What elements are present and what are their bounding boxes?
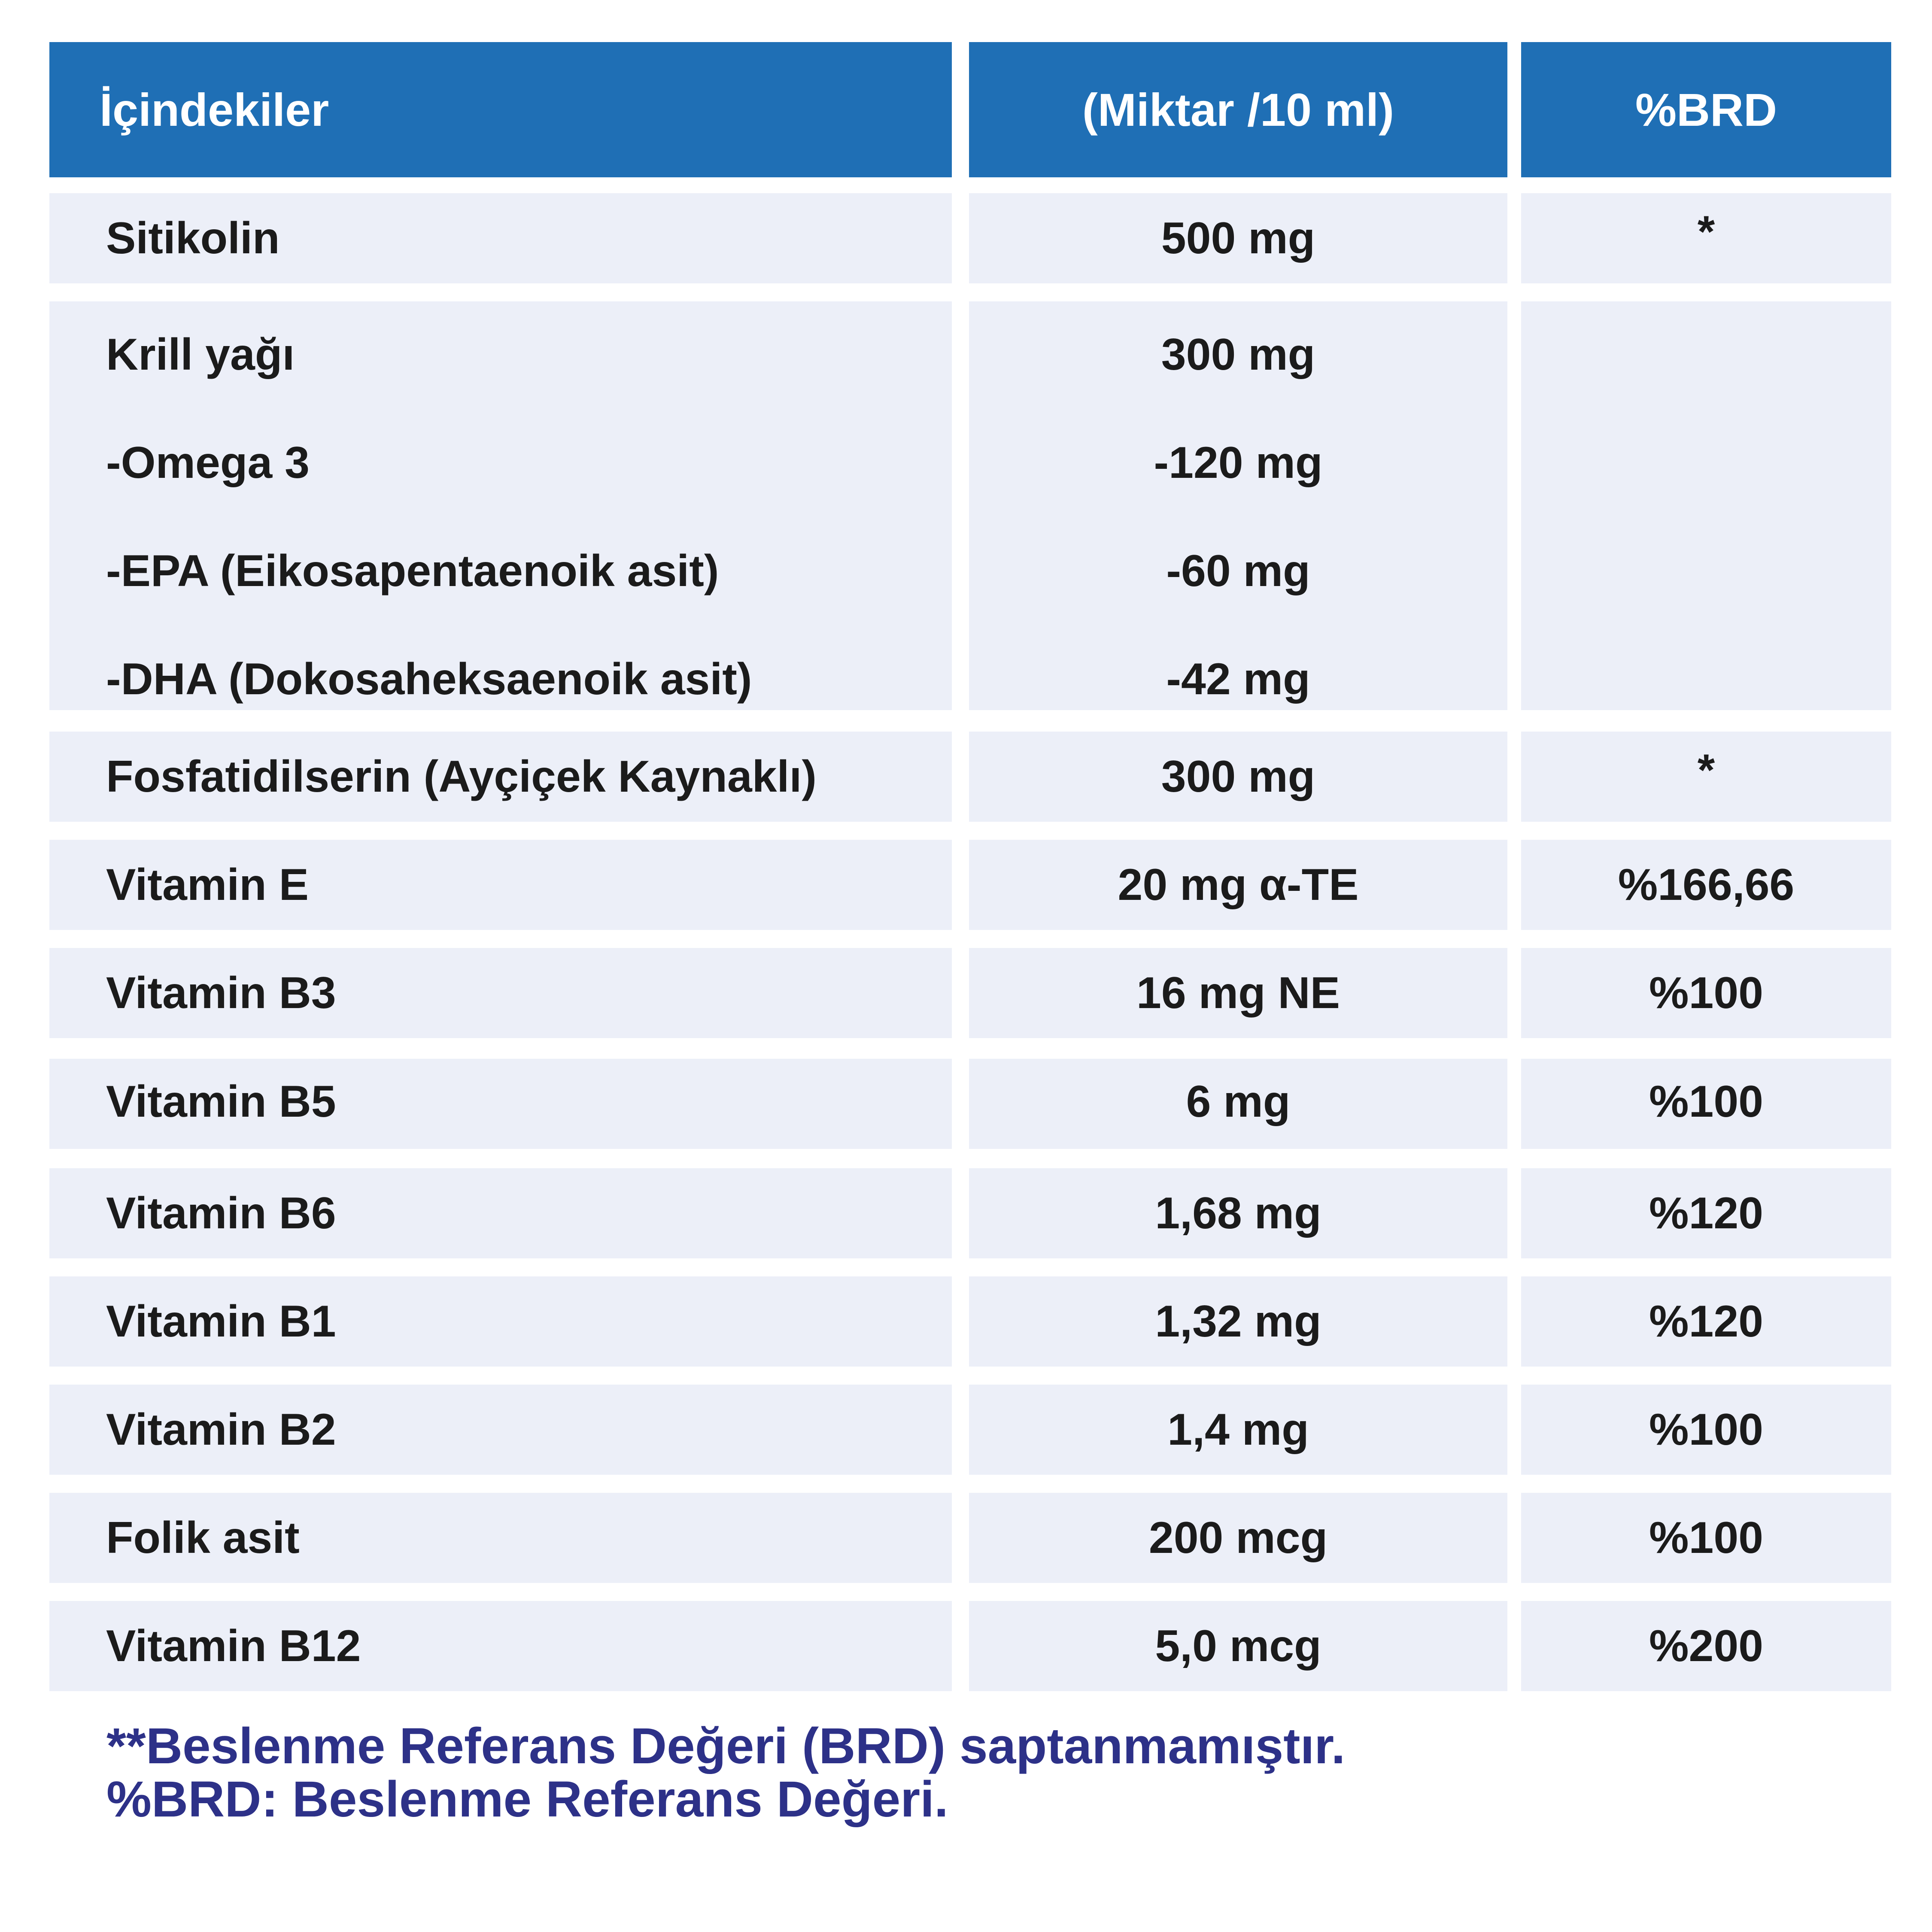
amount-value: 1,68 mg <box>1155 1188 1321 1238</box>
brd-value: * <box>1697 745 1715 795</box>
table-row <box>49 732 1891 822</box>
table-row <box>49 1385 1891 1475</box>
amount-value: 5,0 mcg <box>1155 1621 1321 1671</box>
ingredient-cell <box>49 948 952 1038</box>
brd-value: %100 <box>1649 968 1763 1018</box>
header-brd: %BRD <box>1635 84 1777 136</box>
amount-value: 16 mg NE <box>1136 968 1340 1018</box>
amount-cell <box>969 301 1507 710</box>
table-row <box>49 1493 1891 1583</box>
brd-cell <box>1521 193 1891 283</box>
nutrition-table <box>49 42 1891 1691</box>
footnote-brd-definition: %BRD: Beslenme Referans Değeri. <box>106 1771 948 1828</box>
table-row <box>49 1601 1891 1691</box>
header-amount: (Miktar /10 ml) <box>1082 84 1394 136</box>
amount-value: 1,32 mg <box>1155 1296 1321 1346</box>
ingredient-cell <box>49 1168 952 1258</box>
amount-value: -60 mg <box>1166 546 1310 596</box>
amount-value: 500 mg <box>1161 213 1315 263</box>
brd-cell <box>1521 1385 1891 1475</box>
table-row <box>49 1276 1891 1367</box>
ingredient-name: Folik asit <box>106 1513 300 1563</box>
amount-cell <box>969 1601 1507 1691</box>
table-row <box>49 1168 1891 1258</box>
brd-value: %100 <box>1649 1513 1763 1563</box>
table-row-group-krill <box>49 301 1891 710</box>
brd-cell <box>1521 1059 1891 1149</box>
footnotes <box>106 1719 1345 1826</box>
brd-value: * <box>1697 207 1715 257</box>
header-cell-amount <box>969 42 1507 177</box>
brd-cell <box>1521 732 1891 822</box>
ingredient-name: Vitamin B3 <box>106 968 336 1018</box>
brd-value: %200 <box>1649 1621 1763 1671</box>
brd-cell <box>1521 1493 1891 1583</box>
ingredient-name: -Omega 3 <box>106 437 310 488</box>
brd-cell <box>1521 948 1891 1038</box>
amount-value: 300 mg <box>1161 329 1315 380</box>
ingredient-name: -EPA (Eikosapentaenoik asit) <box>106 546 719 596</box>
table-row <box>49 840 1891 930</box>
ingredient-name: Vitamin B1 <box>106 1296 336 1346</box>
header-ingredient: İçindekiler <box>100 84 329 136</box>
brd-value: %166,66 <box>1618 860 1795 910</box>
amount-cell <box>969 840 1507 930</box>
header-cell-brd <box>1521 42 1891 177</box>
amount-cell <box>969 1168 1507 1258</box>
brd-value <box>1521 301 1891 409</box>
amount-cell <box>969 193 1507 283</box>
brd-value: %120 <box>1649 1296 1763 1346</box>
amount-value: 1,4 mg <box>1167 1404 1309 1455</box>
ingredient-cell <box>49 301 952 710</box>
ingredient-cell <box>49 1493 952 1583</box>
brd-value: %120 <box>1649 1188 1763 1238</box>
brd-value <box>1521 517 1891 625</box>
brd-cell <box>1521 1601 1891 1691</box>
ingredient-cell <box>49 1385 952 1475</box>
table-header <box>49 42 1891 177</box>
ingredient-cell <box>49 732 952 822</box>
ingredient-name: Fosfatidilserin (Ayçiçek Kaynaklı) <box>106 751 817 802</box>
header-cell-ingredient <box>49 42 952 177</box>
ingredient-cell <box>49 1276 952 1367</box>
brd-cell <box>1521 1168 1891 1258</box>
brd-cell <box>1521 840 1891 930</box>
amount-cell <box>969 1276 1507 1367</box>
ingredient-name: Sitikolin <box>106 213 280 263</box>
amount-value: -120 mg <box>1154 437 1323 488</box>
ingredient-cell <box>49 840 952 930</box>
ingredient-name: Vitamin B2 <box>106 1404 336 1455</box>
amount-value: 20 mg α-TE <box>1118 860 1359 910</box>
amount-value: 6 mg <box>1186 1076 1291 1127</box>
brd-value: %100 <box>1649 1404 1763 1455</box>
ingredient-cell <box>49 1059 952 1149</box>
table-row <box>49 948 1891 1038</box>
brd-value <box>1521 409 1891 517</box>
ingredient-name: Vitamin B12 <box>106 1621 361 1671</box>
amount-value: 200 mcg <box>1148 1513 1328 1563</box>
amount-cell <box>969 948 1507 1038</box>
ingredient-cell <box>49 193 952 283</box>
ingredient-cell <box>49 1601 952 1691</box>
amount-cell <box>969 1385 1507 1475</box>
table-row <box>49 193 1891 283</box>
footnote-brd-not-established: **Beslenme Referans Değeri (BRD) saptanmamıştır. <box>106 1718 1346 1774</box>
amount-value: 300 mg <box>1161 751 1315 802</box>
brd-value: %100 <box>1649 1076 1763 1127</box>
ingredient-name: Vitamin E <box>106 860 309 910</box>
amount-cell <box>969 1493 1507 1583</box>
table-row <box>49 1059 1891 1149</box>
ingredient-name: Vitamin B6 <box>106 1188 336 1238</box>
amount-cell <box>969 1059 1507 1149</box>
brd-cell <box>1521 1276 1891 1367</box>
ingredient-name: Krill yağı <box>106 329 295 380</box>
ingredient-name: Vitamin B5 <box>106 1076 336 1127</box>
amount-cell <box>969 732 1507 822</box>
amount-value: -42 mg <box>1166 654 1310 704</box>
brd-cell <box>1521 301 1891 710</box>
ingredient-name: -DHA (Dokosaheksaenoik asit) <box>106 654 752 704</box>
